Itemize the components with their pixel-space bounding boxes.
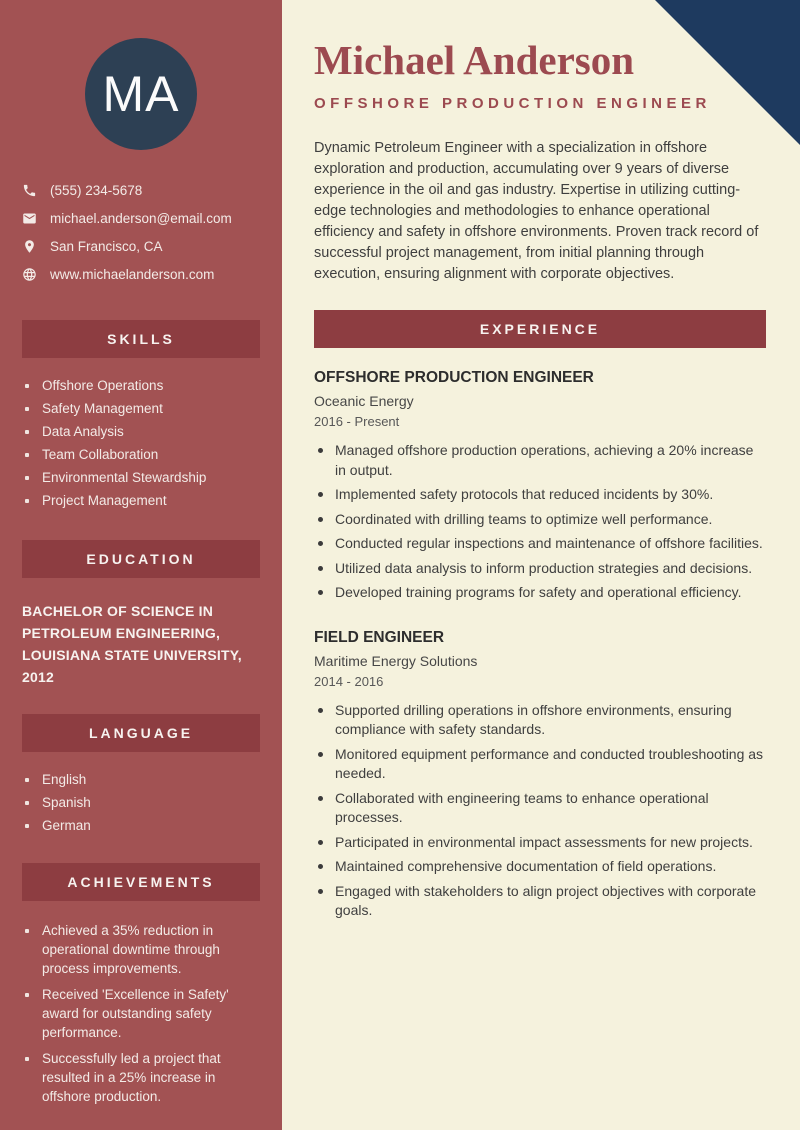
job-company: Oceanic Energy (314, 393, 414, 410)
job-bullet-item: Conducted regular inspections and maintenance of offshore facilities. (314, 534, 766, 554)
contact-website-text: www.michaelanderson.com (50, 267, 215, 282)
job-title: OFFSHORE PRODUCTION ENGINEER (314, 369, 594, 387)
achievements-header: ACHIEVEMENTS (22, 863, 260, 901)
job-company: Maritime Energy Solutions (314, 652, 478, 669)
job-bullet-item: Implemented safety protocols that reduced incidents by 30%. (314, 485, 766, 505)
job-bullets (314, 441, 766, 603)
language-header: LANGUAGE (22, 714, 260, 752)
candidate-name: Michael Anderson (314, 37, 635, 83)
job-bullet-item: Maintained comprehensive documentation of field operations. (314, 857, 766, 877)
job-entry (314, 629, 766, 921)
avatar-initials: MA (102, 66, 180, 122)
contact-phone-text: (555) 234-5678 (50, 183, 143, 198)
job-dates: 2016 - Present (314, 414, 400, 430)
job-bullet-item: Utilized data analysis to inform production strategies and decisions. (314, 559, 766, 579)
globe-icon (22, 267, 37, 282)
contact-email (22, 211, 264, 226)
skill-item: Data Analysis (22, 424, 266, 439)
job-bullet-item: Participated in environmental impact assessments for new projects. (314, 833, 766, 853)
skill-item: Safety Management (22, 401, 266, 416)
contact-website (22, 267, 264, 282)
language-item: German (22, 818, 266, 833)
avatar (85, 38, 197, 150)
contact-section (22, 183, 264, 282)
skill-item: Offshore Operations (22, 378, 266, 393)
contact-email-text: michael.anderson@email.com (50, 211, 232, 226)
candidate-job-title: OFFSHORE PRODUCTION ENGINEER (314, 95, 711, 113)
job-bullet-item: Supported drilling operations in offshore environments, ensuring compliance with safety standards. (314, 701, 766, 740)
skill-item: Environmental Stewardship (22, 470, 266, 485)
location-icon (22, 239, 37, 254)
achievement-item: Received 'Excellence in Safety' award for outstanding safety performance. (22, 985, 266, 1042)
skills-list (22, 378, 266, 508)
language-item: Spanish (22, 795, 266, 810)
skill-item: Team Collaboration (22, 447, 266, 462)
experience-header: EXPERIENCE (314, 310, 766, 348)
job-title: FIELD ENGINEER (314, 628, 445, 646)
job-bullet-item: Monitored equipment performance and conducted troubleshooting as needed. (314, 745, 766, 784)
achievement-item: Achieved a 35% reduction in operational downtime through process improvements. (22, 921, 266, 978)
job-entry (314, 369, 766, 603)
achievements-list (22, 921, 266, 1106)
education-header: EDUCATION (22, 540, 260, 578)
main-content (282, 0, 800, 1130)
job-bullet-item: Managed offshore production operations, achieving a 20% increase in output. (314, 441, 766, 480)
job-bullet-item: Coordinated with drilling teams to optimize well performance. (314, 510, 766, 530)
language-list (22, 772, 266, 833)
sidebar (0, 0, 282, 1130)
contact-phone (22, 183, 264, 198)
phone-icon (22, 183, 37, 198)
contact-location (22, 239, 264, 254)
skills-header: SKILLS (22, 320, 260, 358)
job-dates: 2014 - 2016 (314, 673, 384, 689)
contact-location-text: San Francisco, CA (50, 239, 163, 254)
job-bullets (314, 701, 766, 921)
email-icon (22, 211, 37, 226)
job-bullet-item: Engaged with stakeholders to align project objectives with corporate goals. (314, 882, 766, 921)
job-bullet-item: Developed training programs for safety and operational efficiency. (314, 583, 766, 603)
professional-summary: Dynamic Petroleum Engineer with a specialization in offshore exploration and production, accumulating over 9 years of diverse experience in the oil and gas industry. Expertise in utilizing cutting-edge technologies and methodologies to enhance operational efficiency and safety in offshore environments. Proven track record of successful project management, from initial planning through execution, ensuring alignment with corporate objectives. (314, 140, 759, 283)
job-bullet-item: Collaborated with engineering teams to enhance operational processes. (314, 789, 766, 828)
skill-item: Project Management (22, 493, 266, 508)
education-degree: BACHELOR OF SCIENCE IN PETROLEUM ENGINEERING, LOUISIANA STATE UNIVERSITY, 2012 (22, 603, 242, 685)
language-item: English (22, 772, 266, 787)
achievement-item: Successfully led a project that resulted in a 25% increase in offshore production. (22, 1049, 266, 1106)
experience-section (314, 369, 766, 921)
